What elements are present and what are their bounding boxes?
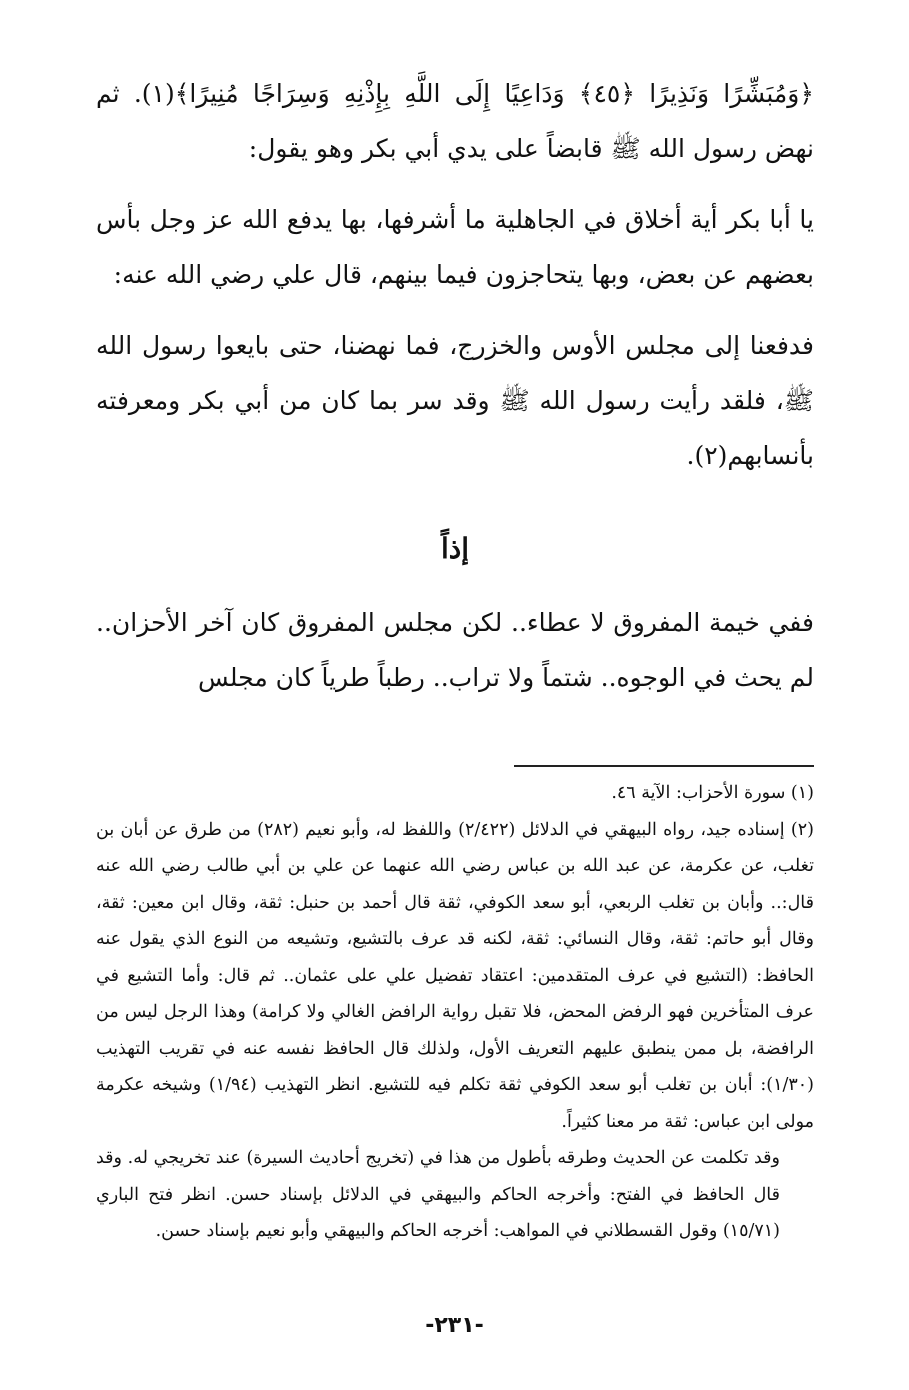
- section-heading: إذاً: [440, 532, 470, 565]
- paragraph-ali-narration: فدفعنا إلى مجلس الأوس والخزرج، فما نهضنا، حتى بايعوا رسول الله ﷺ، فلقد رأيت رسول الله ﷺ وقد سر بما كان من أبي بكر ومعرفته بأنسابهم(٢).: [96, 331, 814, 470]
- paragraph-prophet-speech: يا أبا بكر أية أخلاق في الجاهلية ما أشرفها، بها يدفع الله عز وجل بأس بعضهم عن بعض، وبها يتحاجزون فيما بينهم، قال علي رضي الله عنه:: [96, 205, 814, 289]
- footnote-1: (١) سورة الأحزاب: الآية ٤٦.: [611, 783, 814, 803]
- paragraph-majlis: ففي خيمة المفروق لا عطاء.. لكن مجلس المفروق كان آخر الأحزان.. لم يحث في الوجوه.. شتماً ولا تراب.. رطباً طرياً كان مجلس: [96, 608, 814, 692]
- page-content: [96, 66, 814, 1250]
- footnote-2: (٢) إسناده جيد، رواه البيهقي في الدلائل (٢/٤٢٢) واللفظ له، وأبو نعيم (٢٨٢) من طرق عن أبان بن تغلب، عن عكرمة، عن عبد الله بن عباس رضي الله عنهما عن علي بن أبي طالب رضي الله عنه قال:.. وأبان بن تغلب الربعي، أبو سعد الكوفي، ثقة قال أحمد بن حنبل: ثقة، وقال ابن معين: ثقة، وقال أبو حاتم: ثقة، وقال النسائي: ثقة، لكنه قد عرف بالتشيع، وتشيعه من النوع الذي يقول عنه الحافظ: (التشيع في عرف المتقدمين: اعتقاد تفضيل علي على عثمان.. ثم قال: وأما التشيع في عرف المتأخرين فهو الرفض المحض، فلا تقبل رواية الرافض الغالي ولا كرامة) وهذا الرجل ليس من الرافضة، بل ممن ينطبق عليهم التعريف الأول، ولذلك قال الحافظ نفسه عنه في تقريب التهذيب (١/٣٠): أبان بن تغلب أبو سعد الكوفي ثقة تكلم فيه للتشيع. انظر التهذيب (١/٩٤) وشيخه عكرمة مولى ابن عباس: ثقة مر معنا كثيراً.: [96, 819, 814, 1132]
- paragraph-quran-verse: ﴿وَمُبَشِّرًا وَنَذِيرًا ﴿٤٥﴾ وَدَاعِيًا إِلَى اللَّهِ بِإِذْنِهِ وَسِرَاجًا مُنِيرًا﴾(١). ثم نهض رسول الله ﷺ قابضاً على يدي أبي بكر وهو يقول:: [96, 79, 815, 163]
- footnote-2-continuation: وقد تكلمت عن الحديث وطرقه بأطول من هذا في (تخريج أحاديث السيرة) عند تخريجي له. وقد قال الحافظ في الفتح: وأخرجه الحاكم والبيهقي في الدلائل بإسناد حسن. انظر فتح الباري (١٥/٧١) وقول القسطلاني في المواهب: أخرجه الحاكم والبيهقي وأبو نعيم بإسناد حسن.: [96, 1148, 780, 1241]
- page-number: -٢٣١-: [425, 1313, 484, 1338]
- footnote-divider: [514, 765, 814, 767]
